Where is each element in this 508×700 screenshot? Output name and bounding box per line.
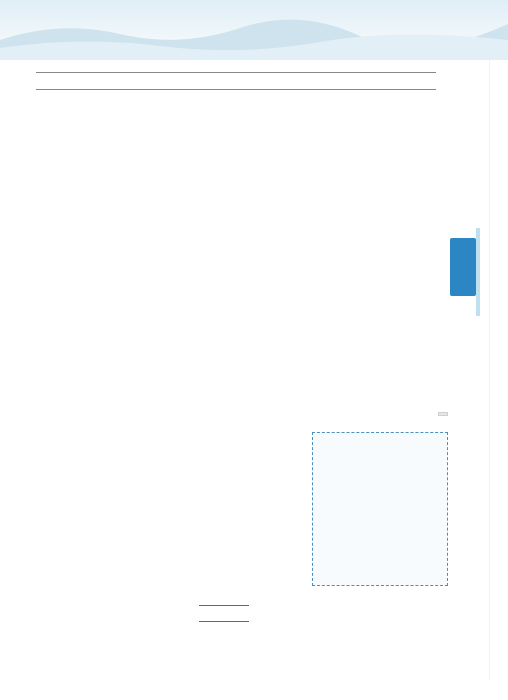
decorative-landscape bbox=[0, 0, 508, 60]
side-bar bbox=[476, 228, 480, 316]
answer-blank[interactable] bbox=[199, 596, 249, 606]
notes-box bbox=[312, 432, 448, 586]
answer-line-1[interactable] bbox=[36, 60, 436, 73]
questions-bottom bbox=[36, 596, 446, 627]
source-tag bbox=[438, 412, 448, 416]
section-title bbox=[36, 376, 446, 393]
header-wash bbox=[0, 0, 508, 60]
answer-line-2[interactable] bbox=[36, 77, 436, 90]
right-margin-line bbox=[489, 60, 490, 680]
answer-blank[interactable] bbox=[199, 612, 249, 622]
page-content bbox=[36, 58, 446, 94]
question-1-item bbox=[36, 596, 446, 612]
question-1-item bbox=[36, 612, 446, 628]
side-title bbox=[455, 302, 473, 315]
side-tab bbox=[450, 238, 476, 296]
